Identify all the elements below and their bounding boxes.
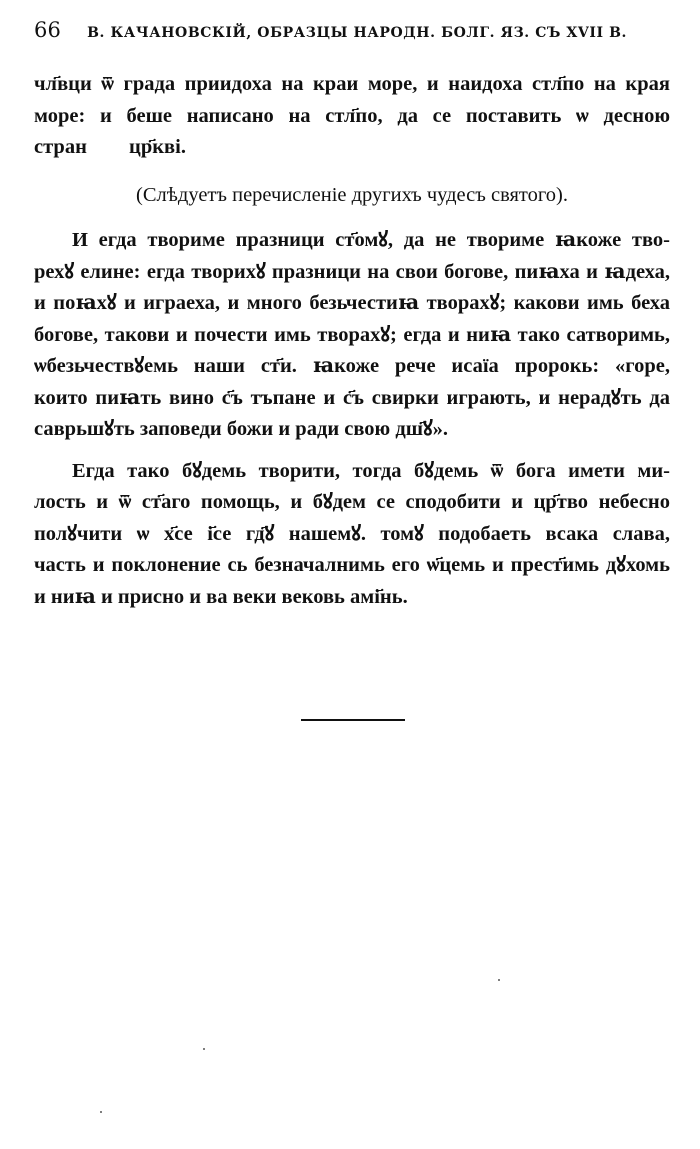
- running-head: В. КАЧАНОВСКІЙ, ОБРАЗЦЫ НАРОДН. БОЛГ. ЯЗ. СЪ XVII В.: [87, 25, 628, 41]
- paragraph-3: [34, 456, 670, 614]
- text-line: саврьшꙋть заповеди божи и ради свою дш҃ꙋ».: [34, 418, 448, 440]
- editorial-note: (Слѣдуетъ перечисленіе другихъ чудесъ святого).: [136, 183, 568, 206]
- text-line: ѡбезьчествꙋемь наши ст҃и. ꙗкоже рече исаїа пророкь: «горе,: [34, 355, 670, 377]
- text-line: И егда твориме празници ст҃омꙋ, да не твориме ꙗкоже тво-: [72, 229, 670, 251]
- text-line: и поꙗхꙋ и играеха, и много безьчестиꙗ творахꙋ; какови имь беха: [34, 292, 670, 314]
- text-line: рехꙋ елине: егда творихꙋ празници на свои богове, пиꙗха и ꙗдеха,: [34, 260, 670, 283]
- scan-speck: [100, 1111, 102, 1113]
- text-line: лость и ѿ ст҃аго помощь, и бꙋдем се сподобити и цр҃тво небесно: [34, 491, 670, 513]
- text-line: море: и беше написано на стл҃по, да се поставить ѡ десною: [34, 104, 670, 127]
- paragraph-2: [34, 225, 670, 446]
- text-line: полꙋчити ѡ х҃се і҃се гд҃ꙋ нашемꙋ. томꙋ подобаеть всака слава,: [34, 522, 670, 545]
- text-line: часть и поклонение сь безначалнимь его ѡ҃цемь и прест҃имь дꙋхомь: [34, 554, 670, 576]
- section-divider-rule: [301, 719, 405, 721]
- page-header: [34, 18, 674, 48]
- text-line: стран꙽ ꙋ цр҃кві.: [34, 136, 186, 158]
- paragraph-gap: [34, 446, 670, 456]
- text-line: чл҃вци ѿ града приидоха на краи море, и наидоха стл҃по на края: [34, 73, 670, 95]
- text-line: Егда тако бꙋдемь творити, тогда бꙋдемь ѿ бога имети ми-: [72, 459, 670, 482]
- page-number: 66: [34, 18, 62, 42]
- text-line: които пиꙗть вино с҃ъ тъпане и с҃ъ свирки играють, и нерадꙋть да: [34, 386, 670, 409]
- scan-speck: [498, 979, 500, 981]
- paragraph-1: [34, 69, 670, 164]
- body-text: [34, 69, 670, 613]
- scan-speck: [203, 1048, 205, 1050]
- text-line: и ниꙗ и присно и ва веки вековь амі҃нь.: [34, 585, 408, 608]
- text-line: богове, такови и почести имь творахꙋ; егда и ниꙗ тако сатворимь,: [34, 323, 670, 346]
